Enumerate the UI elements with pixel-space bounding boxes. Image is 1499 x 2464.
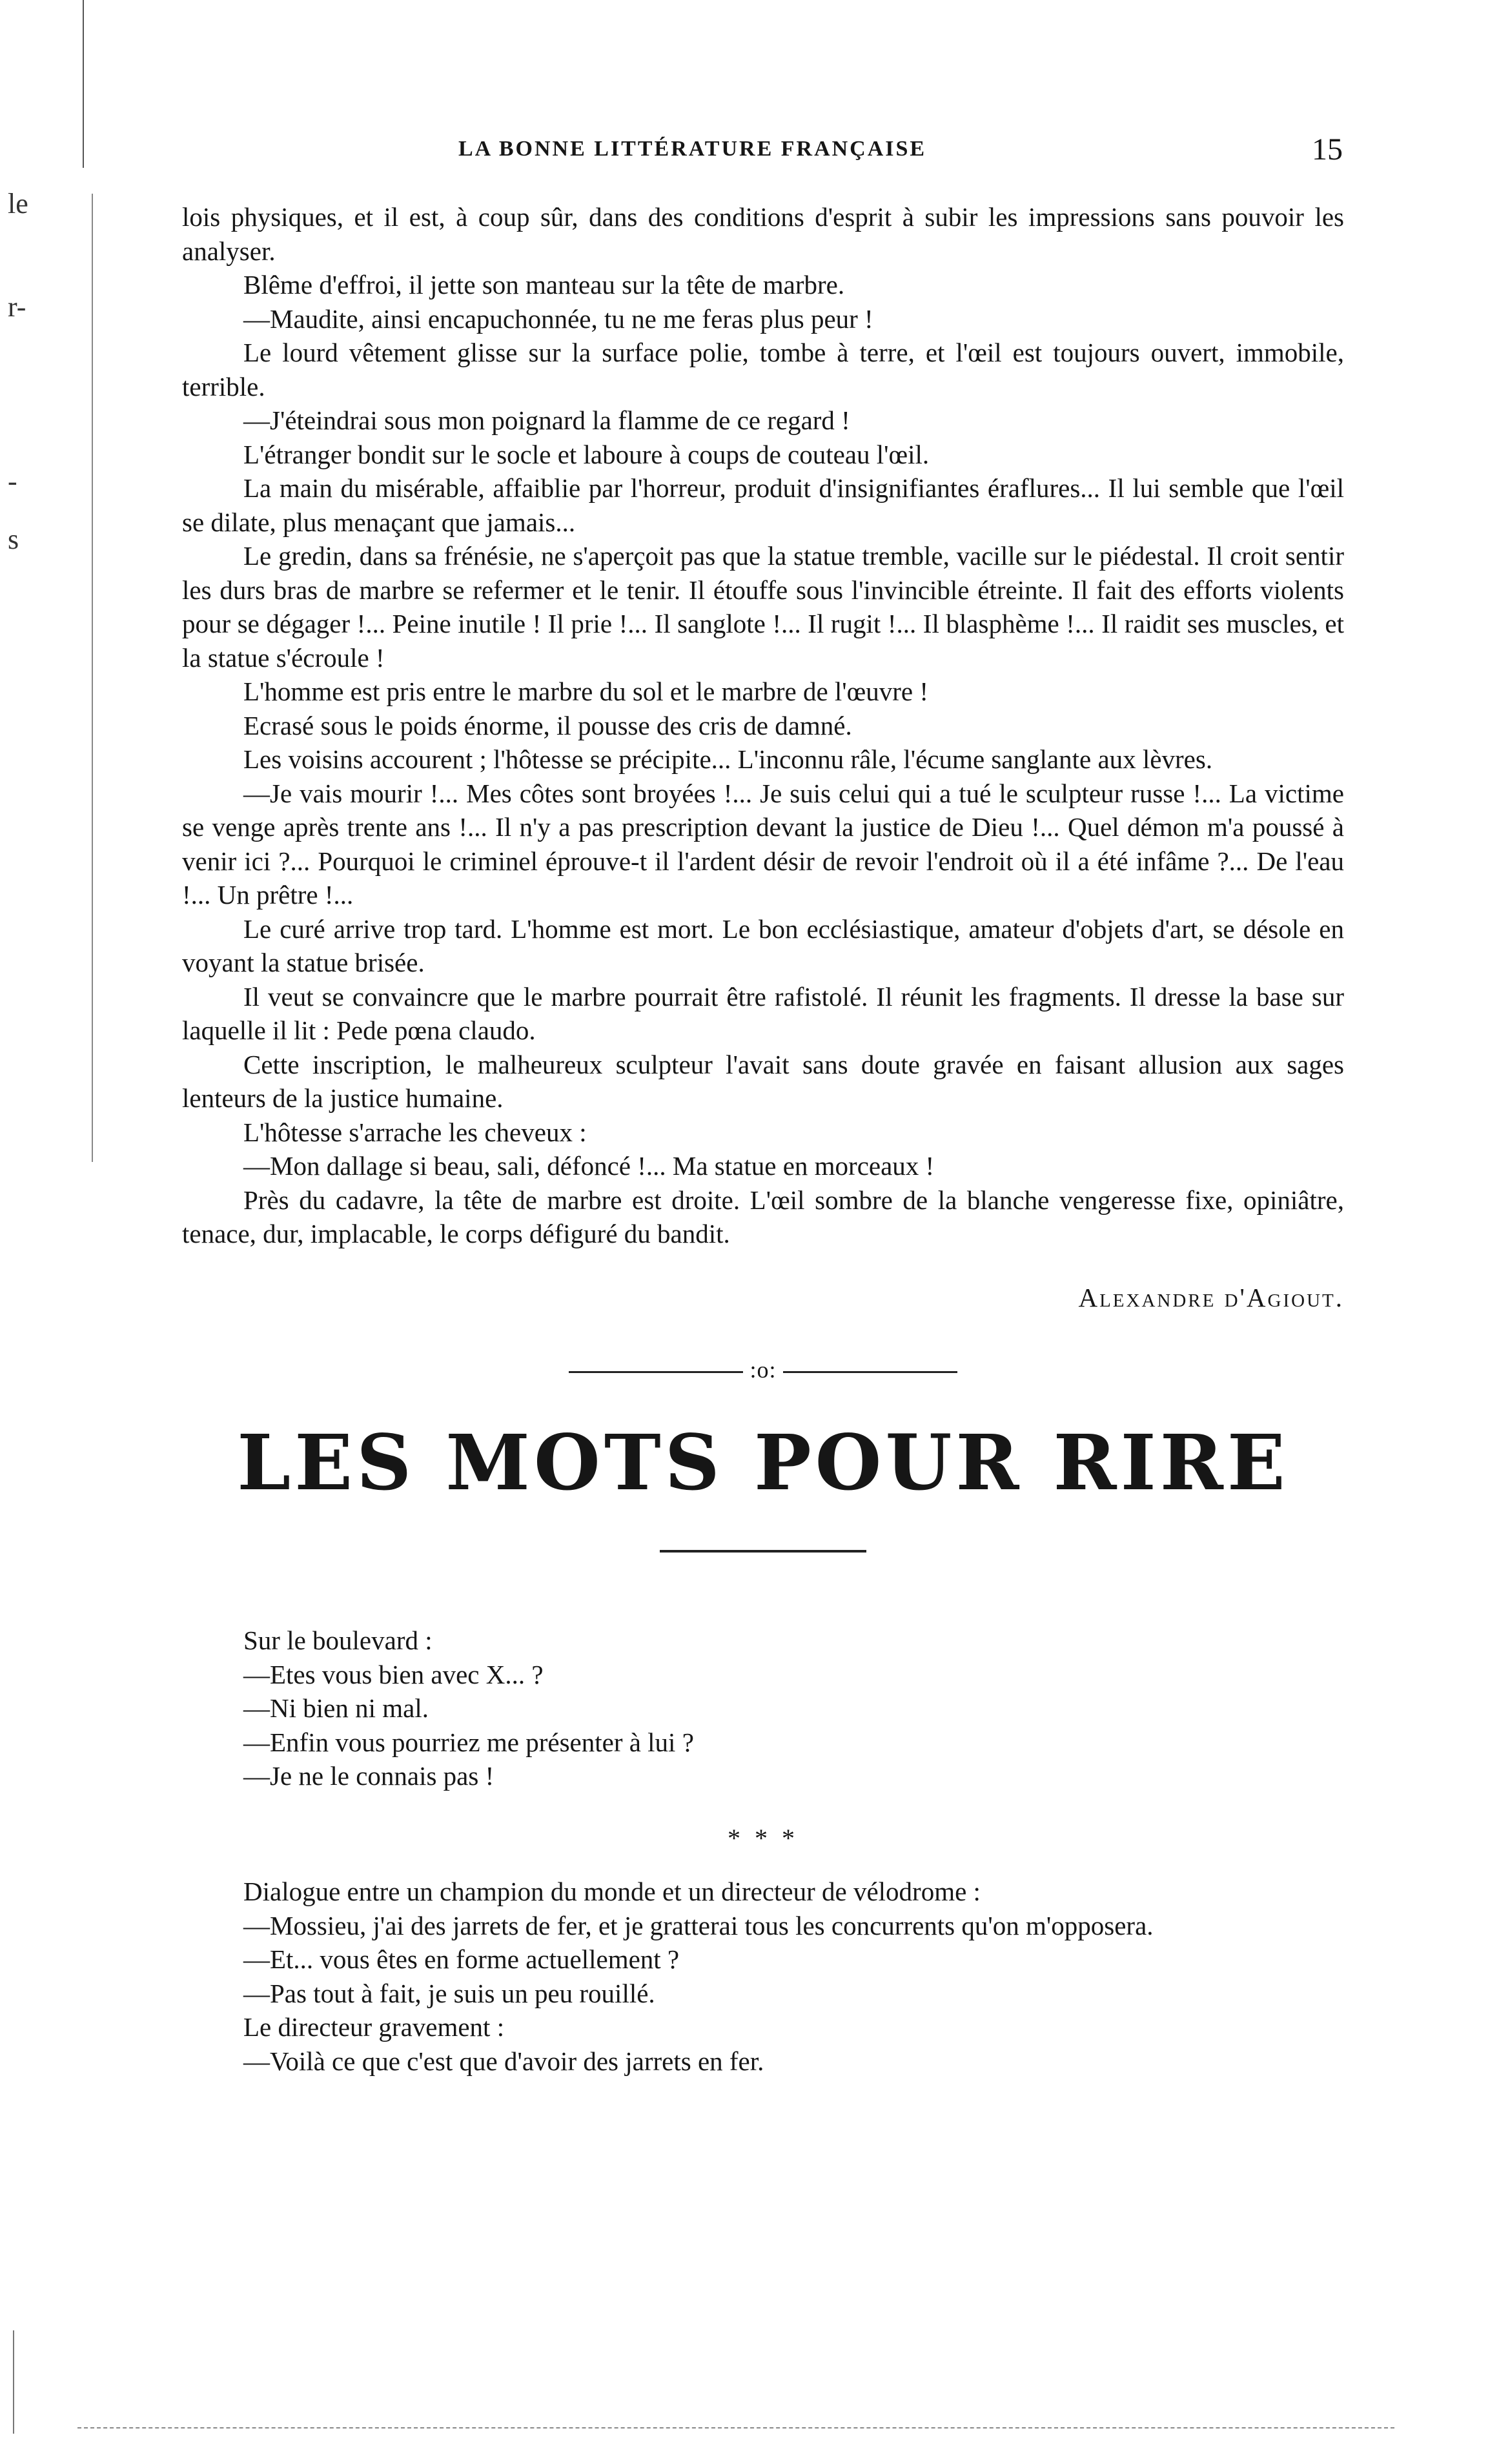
paragraph: —Je vais mourir !... Mes côtes sont broyées !... Je suis celui qui a tué le sculpteur russe !... La victime se venge après trente ans !... Il n'y a pas prescription devant la justice de Dieu !... Quel démon m'a poussé à venir ici ?... Pourquoi le criminel éprouve-t il l'ardent désir de revoir l'endroit où il a été infâme ?... De l'eau !... Un prêtre !... (182, 778, 1344, 910)
joke-line: —Et... vous êtes en forme actuellement ? (243, 1944, 680, 1974)
margin-mark: - (8, 465, 17, 497)
running-title: LA BONNE LITTÉRATURE FRANÇAISE (458, 137, 927, 161)
page-body (182, 200, 1344, 2078)
paragraph: La main du misérable, affaiblie par l'horreur, produit d'insignifiantes éraflures... Il lui semble que l'œil se dilate, plus menaçant que jamais... (182, 473, 1344, 537)
title-underline (182, 1527, 1344, 1561)
joke-line: —Etes vous bien avec X... ? (243, 1659, 544, 1689)
joke-line: Dialogue entre un champion du monde et un directeur de vélodrome : (243, 1877, 981, 1906)
joke-line: Le directeur gravement : (243, 2012, 505, 2042)
page-number: 15 (1312, 132, 1343, 167)
joke-line: —Mossieu, j'ai des jarrets de fer, et je gratterai tous les concurrents qu'on m'opposera. (243, 1910, 1154, 1940)
paragraph: Le curé arrive trop tard. L'homme est mort. Le bon ecclésiastique, amateur d'objets d'art, se désole en voyant la statue brisée. (182, 913, 1344, 977)
joke-line: Sur le boulevard : (243, 1625, 433, 1655)
paragraph: Près du cadavre, la tête de marbre est droite. L'œil sombre de la blanche vengeresse fixe, opiniâtre, tenace, dur, implacable, le corps défiguré du bandit. (182, 1185, 1344, 1248)
paragraph: —J'éteindrai sous mon poignard la flamme de ce regard ! (243, 405, 850, 435)
margin-mark: le (8, 188, 28, 219)
margin-mark: r- (8, 291, 26, 323)
paragraph: L'hôtesse s'arrache les cheveux : (243, 1117, 587, 1147)
divider-rule-left (569, 1371, 743, 1373)
paragraph: Ecrasé sous le poids énorme, il pousse des cris de damné. (243, 710, 852, 740)
author-signature: Alexandre d'Agiout. (1078, 1282, 1344, 1312)
joke-line: —Voilà ce que c'est que d'avoir des jarrets en fer. (243, 2046, 764, 2076)
joke-block (182, 1875, 1344, 2078)
paragraph: L'étranger bondit sur le socle et laboure à coups de couteau l'œil. (243, 439, 930, 469)
divider-ornament: :o: (750, 1357, 777, 1383)
bottom-scan-artifact (77, 2427, 1394, 2428)
bottom-binding-line (13, 2330, 14, 2434)
binding-line-lower (92, 194, 93, 1162)
paragraph: Cette inscription, le malheureux sculpteur l'avait sans doute gravée en faisant allusion aux sages lenteurs de la justice humaine. (182, 1049, 1344, 1113)
paragraph: Le lourd vêtement glisse sur la surface polie, tombe à terre, et l'œil est toujours ouvert, immobile, terrible. (182, 338, 1344, 402)
joke-line: —Enfin vous pourriez me présenter à lui ? (243, 1727, 694, 1757)
section-divider (182, 1353, 1344, 1387)
binding-line (83, 0, 84, 168)
paragraph: Le gredin, dans sa frénésie, ne s'aperçoit pas que la statue tremble, vacille sur le piédestal. Il croit sentir les durs bras de marbre se refermer et le tenir. Il étouffe sous l'invincible étreinte. Il fait des efforts violents pour se dégager !... Peine inutile ! Il prie !... Il sanglote !... Il rugit !... Il blasphème !... Il raidit ses muscles, et la statue s'écroule ! (182, 541, 1344, 673)
divider-rule-right (783, 1371, 957, 1373)
asterism: * * * (728, 1823, 799, 1853)
paragraph: —Mon dallage si beau, sali, défoncé !... Ma statue en morceaux ! (243, 1151, 935, 1181)
paragraph: Les voisins accourent ; l'hôtesse se précipite... L'inconnu râle, l'écume sanglante aux lèvres. (243, 744, 1213, 774)
joke-line: —Je ne le connais pas ! (243, 1761, 495, 1791)
page-header (181, 132, 1343, 176)
paragraph: —Maudite, ainsi encapuchonnée, tu ne me feras plus peur ! (243, 303, 873, 334)
joke-line: —Ni bien ni mal. (243, 1693, 429, 1723)
joke-block (182, 1624, 1344, 1793)
joke-line: —Pas tout à fait, je suis un peu rouillé. (243, 1978, 655, 2008)
paragraph: Il veut se convaincre que le marbre pourrait être rafistolé. Il réunit les fragments. Il dresse la base sur laquelle il lit : Pede pœna claudo. (182, 981, 1344, 1045)
margin-mark: s (8, 524, 19, 555)
section-title: LES MOTS POUR RIRE (237, 1417, 1289, 1507)
paragraph: L'homme est pris entre le marbre du sol et le marbre de l'œuvre ! (243, 677, 929, 706)
paragraph: Blême d'effroi, il jette son manteau sur la tête de marbre. (243, 270, 845, 300)
left-margin (0, 0, 181, 2464)
paragraph: lois physiques, et il est, à coup sûr, dans des conditions d'esprit à subir les impressions sans pouvoir les analyser. (182, 202, 1344, 266)
